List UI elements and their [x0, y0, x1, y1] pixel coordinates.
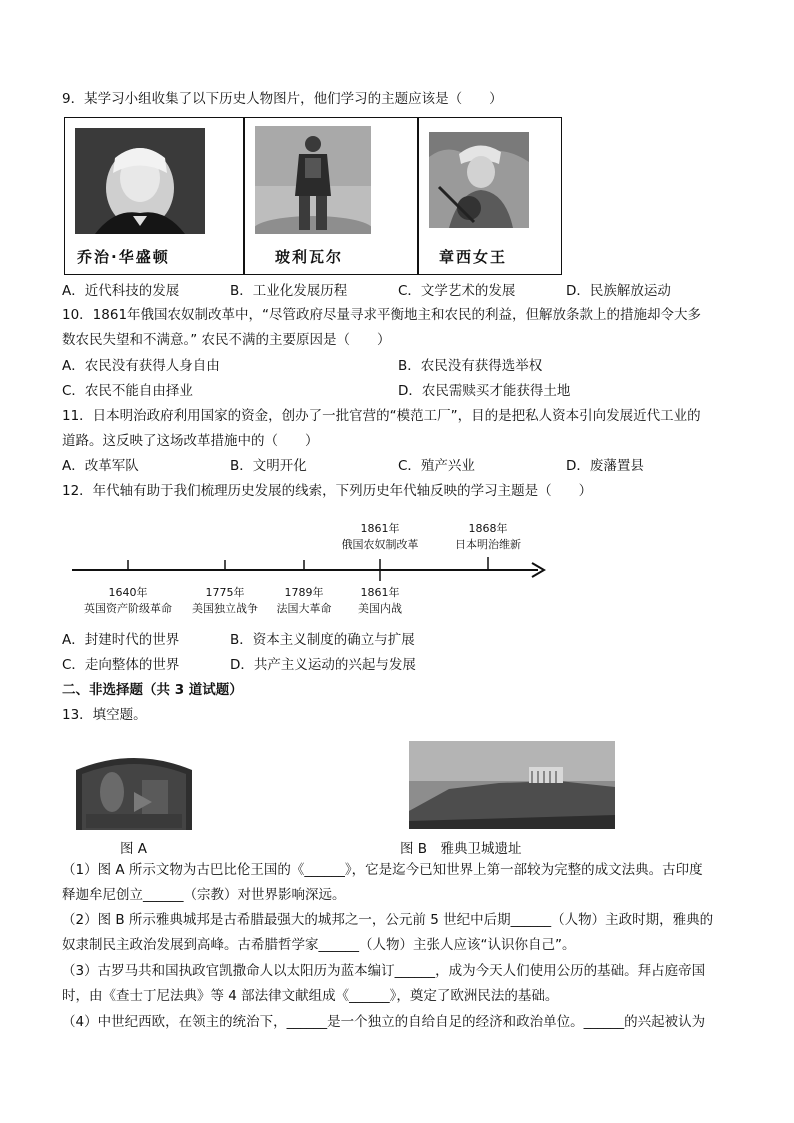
washington-caption: 乔治·华盛顿: [77, 248, 170, 266]
q11-stem-line2: 道路。这反映了这场改革措施中的（ ）: [62, 433, 319, 449]
q11-option-c[interactable]: C．殖产兴业: [398, 458, 475, 474]
q12-option-b[interactable]: B．资本主义制度的确立与扩展: [230, 632, 415, 648]
section-2-title: 二、非选择题（共 3 道试题）: [62, 682, 243, 698]
timeline-below-year-1861: 1861年: [360, 586, 400, 599]
q10-option-d[interactable]: D．农民需赎买才能获得土地: [398, 383, 571, 399]
q9-option-a[interactable]: A．近代科技的发展: [62, 283, 180, 299]
washington-portrait-image: [75, 128, 205, 234]
q10-option-a[interactable]: A．农民没有获得人身自由: [62, 358, 220, 374]
q13-part1-line1: （1）图 A 所示文物为古巴比伦王国的《______》，它是迄今已知世界上第一部较为完整的成文法典。古印度: [62, 862, 703, 878]
figure-b-acropolis-image: [409, 741, 615, 829]
q13-stem: 13．填空题。: [62, 707, 147, 723]
q9-portrait-panel: [64, 117, 562, 275]
q9-option-d[interactable]: D．民族解放运动: [566, 283, 671, 299]
q13-part2-line1: （2）图 B 所示雅典城邦是古希腊最强大的城邦之一，公元前 5 世纪中后期______（人物）主政时期，雅典的: [62, 912, 714, 928]
q12-timeline: [60, 515, 560, 625]
q9-option-b[interactable]: B．工业化发展历程: [230, 283, 348, 299]
timeline-below-event-1775: 美国独立战争: [192, 602, 258, 615]
q10-option-c[interactable]: C．农民不能自由择业: [62, 383, 193, 399]
bolivar-caption: 玻利瓦尔: [275, 248, 344, 266]
q10-stem-line1: 10．1861年俄国农奴制改革中，“尽管政府尽量寻求平衡地主和农民的利益，但解放条款上的措施却令大多: [62, 307, 702, 323]
timeline-below-year-1640: 1640年: [108, 586, 148, 599]
timeline-below-year-1789: 1789年: [284, 586, 324, 599]
q13-part1-line2: 释迦牟尼创立______（宗教）对世界影响深远。: [62, 887, 346, 903]
figure-a-stele-image: [72, 752, 196, 830]
timeline-above-year-1861: 1861年: [360, 522, 400, 535]
jhansi-portrait-image: [429, 132, 529, 228]
q12-option-d[interactable]: D．共产主义运动的兴起与发展: [230, 657, 416, 673]
portrait-washington: [65, 118, 243, 274]
q13-part3-line2: 时，由《查士丁尼法典》等 4 部法律文献组成《______》，奠定了欧洲民法的基础。: [62, 988, 559, 1004]
q10-option-b[interactable]: B．农民没有获得选举权: [398, 358, 543, 374]
jhansi-caption: 章西女王: [439, 248, 508, 266]
q12-option-a[interactable]: A．封建时代的世界: [62, 632, 180, 648]
q11-option-d[interactable]: D．废藩置县: [566, 458, 644, 474]
timeline-below-event-1640: 英国资产阶级革命: [84, 602, 172, 615]
portrait-jhansi: [419, 118, 561, 274]
timeline-below-year-1775: 1775年: [205, 586, 245, 599]
timeline-below-event-1861: 美国内战: [358, 602, 402, 615]
figure-b-caption: 图 B 雅典卫城遗址: [400, 841, 522, 857]
timeline-above-event-1861: 俄国农奴制改革: [341, 538, 419, 551]
timeline-above-year-1868: 1868年: [468, 522, 508, 535]
q12-option-c[interactable]: C．走向整体的世界: [62, 657, 180, 673]
bolivar-portrait-image: [255, 126, 371, 234]
q13-part4-line1: （4）中世纪西欧，在领主的统治下，______是一个独立的自给自足的经济和政治单位。______的兴起被认为: [62, 1014, 706, 1030]
q11-stem-line1: 11．日本明治政府利用国家的资金，创办了一批官营的“模范工厂”，目的是把私人资本引向发展近代工业的: [62, 408, 701, 424]
portrait-bolivar: [245, 118, 417, 274]
figure-a-caption: 图 A: [120, 841, 148, 857]
q9-stem: 9．某学习小组收集了以下历史人物图片，他们学习的主题应该是（ ）: [62, 91, 503, 107]
q13-part3-line1: （3）古罗马共和国执政官凯撒命人以太阳历为蓝本编订______，成为今天人们使用公历的基础。拜占庭帝国: [62, 963, 706, 979]
q10-stem-line2: 数农民失望和不满意。” 农民不满的主要原因是（ ）: [62, 332, 391, 348]
q12-stem: 12．年代轴有助于我们梳理历史发展的线索，下列历史年代轴反映的学习主题是（ ）: [62, 483, 593, 499]
q13-part2-line2: 奴隶制民主政治发展到高峰。古希腊哲学家______（人物）主张人应该“认识你自己”。: [62, 937, 576, 953]
q11-option-b[interactable]: B．文明开化: [230, 458, 307, 474]
timeline-below-event-1789: 法国大革命: [276, 602, 332, 615]
q9-option-c[interactable]: C．文学艺术的发展: [398, 283, 516, 299]
timeline-above-event-1868: 日本明治维新: [455, 538, 521, 551]
q11-option-a[interactable]: A．改革军队: [62, 458, 139, 474]
